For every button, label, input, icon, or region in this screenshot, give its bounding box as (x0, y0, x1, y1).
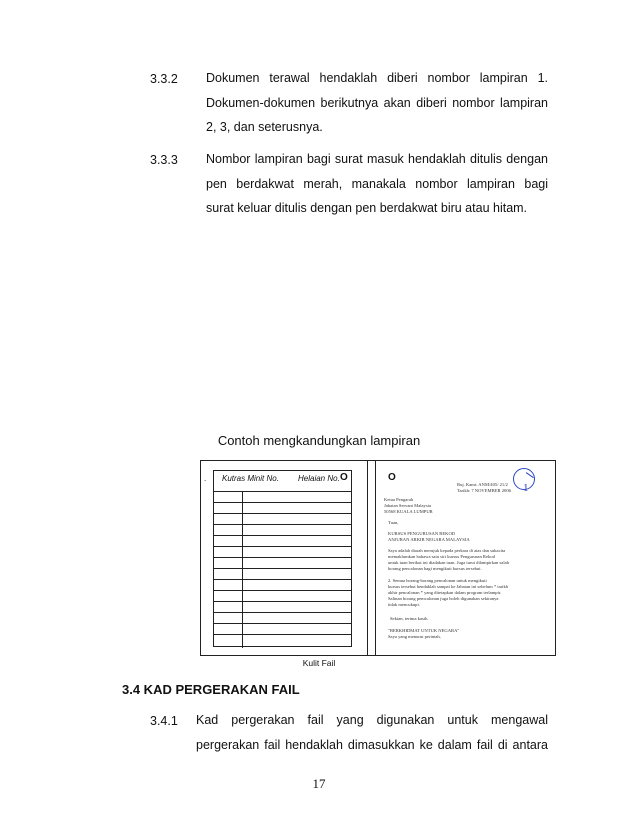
text-line: Nombor lampiran bagi surat masuk hendaklah ditulis dengan (206, 152, 548, 166)
minute-row-line (214, 535, 351, 536)
minute-column-line (242, 491, 243, 648)
letter-line: Sekian, terima kasih. (390, 616, 429, 621)
minute-row-line (214, 513, 351, 514)
text-line: pergerakan fail hendaklah dimasukkan ke dalam fail di antara (196, 737, 548, 752)
file-cover-label: Kulit Fail (302, 658, 336, 668)
minute-row-line (214, 601, 351, 602)
page-number: 17 (312, 776, 326, 791)
figure-caption: Contoh mengkandungkan lampiran (217, 433, 421, 448)
minute-row-line (214, 502, 351, 503)
letter-line: Salinan borang pemcalonan juga boleh digunakan sekiranya (388, 596, 499, 601)
text-line: Dokumen terawal hendaklah diberi nombor lampiran 1. (206, 71, 548, 85)
page-label: Helaian No. (298, 474, 340, 483)
letter-line: Saya yang menurut perintah, (388, 634, 441, 639)
page-marker: O (340, 472, 348, 483)
minute-sheet (213, 470, 352, 647)
letter-line: akhir pencalonan * yang ditetapkan dalam program terlampir. (388, 590, 502, 595)
letter-line: 50568 KUALA LUMPUR (384, 509, 433, 514)
letter-line: ANJURAN ARKIB NEGARA MALAYSIA (388, 537, 470, 542)
minute-row-line (214, 524, 351, 525)
letter-line: "BERKHIDMAT UNTUK NEGARA" (388, 628, 460, 633)
letter-line: Jabatan Servant Malaysia (384, 503, 431, 508)
minute-row-line (214, 557, 351, 558)
text-line: 2, 3, dan seterusnya. (206, 120, 323, 134)
letter-line: KURSUS PENGURUSAN REKOD (388, 531, 456, 536)
section-332-text (206, 66, 548, 140)
attachment-number: 1 (523, 482, 529, 494)
letter-line: Tuan, (388, 520, 399, 525)
section-333-text (206, 147, 548, 221)
section-heading-34: 3.4 KAD PERGERAKAN FAIL (122, 682, 300, 697)
minute-row-line (214, 568, 351, 569)
letter-line: tidak mencukupi. (388, 602, 420, 607)
section-number-332: 3.3.2 (150, 72, 178, 86)
dot-mark: . (204, 474, 207, 483)
minute-row-line (214, 623, 351, 624)
letter-line: untuk tuan berikut ini diadakan tuan. Juga turut dilampirkan salah (388, 560, 509, 565)
letter-line: memaklumkan bahawa satu siri kursus Pengurusan Rekod (388, 554, 495, 559)
section-341-text (196, 708, 548, 757)
attached-letter (380, 470, 546, 650)
text-line: Dokumen-dokumen berikutnya akan diberi nombor lampiran (206, 95, 548, 110)
file-spine-line (375, 461, 376, 655)
minute-row-line (214, 634, 351, 635)
minute-row-line (214, 579, 351, 580)
file-spine-line (367, 461, 368, 655)
minute-row-line (214, 612, 351, 613)
letter-line: 2. Semua borang-borang pencalonan untuk mengikuti (388, 578, 487, 583)
minute-row-line (214, 590, 351, 591)
letter-line: kursus tersebut hendaklah sampai ke Jabatan ini sebelum * tarikh (388, 584, 509, 589)
text-line: Kad pergerakan fail yang digunakan untuk mengawal (196, 713, 548, 727)
section-number-333: 3.3.3 (150, 153, 178, 167)
minute-sheet-label: Kutras Minit No. (222, 474, 279, 483)
letter-line: borang pencalonan bagi mengikuti kursus tersebut. (388, 566, 482, 571)
section-number-341: 3.4.1 (150, 714, 178, 728)
letter-line: Ketua Pengarah (384, 497, 414, 502)
text-line: pen berdakwat merah, manakala nombor lampiran bagi (206, 176, 548, 191)
letter-date: Tarikh: 7 NOVEMBER 2006 (457, 488, 511, 493)
letter-reference: Ruj. Kami: ANM/405/ 21/2 (457, 482, 508, 487)
minute-row-line (214, 546, 351, 547)
letter-line: Saya adalah diarah merujuk kepada perkara di atas dan sukacita (388, 548, 506, 553)
letter-marker: O (388, 472, 396, 483)
text-line: surat keluar ditulis dengan pen berdakwat biru atau hitam. (206, 201, 528, 215)
